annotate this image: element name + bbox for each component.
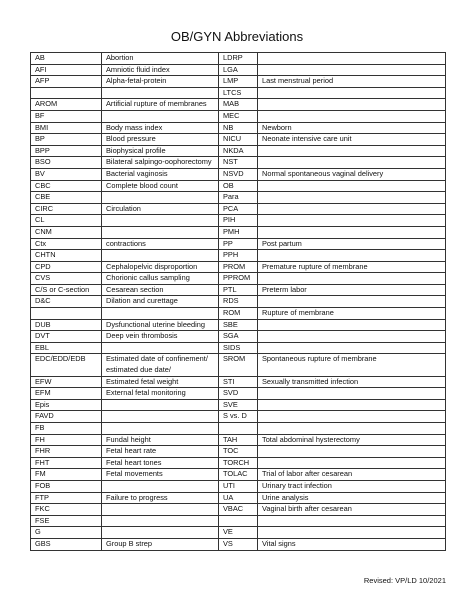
meaning-cell (258, 331, 446, 343)
meaning-cell (258, 53, 446, 65)
meaning-cell (258, 411, 446, 423)
abbreviation-cell: CNM (31, 226, 102, 238)
meaning-cell: Biophysical profile (102, 145, 219, 157)
abbreviation-cell: Para (219, 192, 258, 204)
abbreviation-cell: FOB (31, 480, 102, 492)
abbreviation-cell: EFM (31, 388, 102, 400)
meaning-cell (102, 342, 219, 354)
table-row (31, 376, 446, 388)
abbreviation-cell: VE (219, 527, 258, 539)
abbreviation-cell: Epis (31, 399, 102, 411)
table-row (31, 399, 446, 411)
abbreviation-cell: BV (31, 168, 102, 180)
meaning-cell (102, 527, 219, 539)
table-row (31, 284, 446, 296)
abbreviation-cell: BMI (31, 122, 102, 134)
meaning-cell (102, 87, 219, 99)
meaning-cell (258, 423, 446, 435)
table-row (31, 469, 446, 481)
meaning-cell: Abortion (102, 53, 219, 65)
table-row (31, 134, 446, 146)
abbreviation-cell: SBE (219, 319, 258, 331)
abbreviation-cell: FAVD (31, 411, 102, 423)
meaning-cell: Deep vein thrombosis (102, 331, 219, 343)
meaning-cell (258, 87, 446, 99)
meaning-cell (102, 215, 219, 227)
table-row (31, 515, 446, 527)
abbreviation-cell: FHT (31, 457, 102, 469)
meaning-cell (258, 215, 446, 227)
abbreviation-cell: TOC (219, 446, 258, 458)
abbreviation-cell: DUB (31, 319, 102, 331)
abbreviation-cell: NSVD (219, 168, 258, 180)
meaning-cell: Trial of labor after cesarean (258, 469, 446, 481)
meaning-cell (102, 515, 219, 527)
meaning-cell: Last menstrual period (258, 76, 446, 88)
meaning-cell: Total abdominal hysterectomy (258, 434, 446, 446)
table-row (31, 480, 446, 492)
meaning-cell: Normal spontaneous vaginal delivery (258, 168, 446, 180)
abbreviation-cell: ROM (219, 308, 258, 320)
abbreviation-cell: PP (219, 238, 258, 250)
abbreviation-cell: BP (31, 134, 102, 146)
meaning-cell: Sexually transmitted infection (258, 376, 446, 388)
meaning-cell (102, 110, 219, 122)
abbreviation-cell: AROM (31, 99, 102, 111)
abbreviation-cell: GBS (31, 538, 102, 550)
table-row (31, 319, 446, 331)
meaning-cell (102, 250, 219, 262)
abbreviation-cell: TORCH (219, 457, 258, 469)
abbreviation-cell: DVT (31, 331, 102, 343)
table-row (31, 110, 446, 122)
meaning-cell: Artificial rupture of membranes (102, 99, 219, 111)
meaning-cell: Fetal heart rate (102, 446, 219, 458)
table-row (31, 64, 446, 76)
abbreviation-cell: PPROM (219, 273, 258, 285)
abbreviation-cell: CVS (31, 273, 102, 285)
abbreviation-cell: CHTN (31, 250, 102, 262)
meaning-cell: Premature rupture of membrane (258, 261, 446, 273)
abbreviation-cell (31, 308, 102, 320)
abbreviation-cell: FB (31, 423, 102, 435)
meaning-cell: Circulation (102, 203, 219, 215)
meaning-cell (102, 226, 219, 238)
meaning-cell: Urinary tract infection (258, 480, 446, 492)
abbreviation-cell: EBL (31, 342, 102, 354)
abbreviation-cell: FH (31, 434, 102, 446)
abbreviation-cell: STI (219, 376, 258, 388)
abbreviation-cell: VS (219, 538, 258, 550)
table-row (31, 192, 446, 204)
table-row (31, 99, 446, 111)
abbreviation-cell: FTP (31, 492, 102, 504)
abbreviation-cell: NST (219, 157, 258, 169)
meaning-cell: Fetal heart tones (102, 457, 219, 469)
meaning-cell: Estimated fetal weight (102, 376, 219, 388)
abbreviation-cell: PMH (219, 226, 258, 238)
table-row (31, 53, 446, 65)
abbreviation-cell: LDRP (219, 53, 258, 65)
meaning-cell (258, 203, 446, 215)
meaning-cell (258, 180, 446, 192)
abbreviation-cell: NKDA (219, 145, 258, 157)
table-row (31, 203, 446, 215)
abbreviation-cell: TOLAC (219, 469, 258, 481)
abbreviation-cell: BSO (31, 157, 102, 169)
abbreviation-cell: VBAC (219, 504, 258, 516)
meaning-cell (258, 342, 446, 354)
meaning-cell (102, 411, 219, 423)
meaning-cell: Failure to progress (102, 492, 219, 504)
abbreviation-cell: PCA (219, 203, 258, 215)
meaning-cell (258, 250, 446, 262)
revision-footer: Revised: VP/LD 10/2021 (363, 576, 446, 585)
abbreviation-cell: SVD (219, 388, 258, 400)
meaning-cell (258, 446, 446, 458)
meaning-cell (258, 527, 446, 539)
meaning-cell (258, 273, 446, 285)
abbreviation-cell: BF (31, 110, 102, 122)
meaning-cell (258, 145, 446, 157)
abbreviation-cell: PROM (219, 261, 258, 273)
meaning-cell (258, 319, 446, 331)
meaning-cell: Dysfunctional uterine bleeding (102, 319, 219, 331)
meaning-cell: Group B strep (102, 538, 219, 550)
abbreviation-cell: S vs. D (219, 411, 258, 423)
table-row (31, 538, 446, 550)
meaning-cell: Rupture of membrane (258, 308, 446, 320)
abbreviation-cell: SGA (219, 331, 258, 343)
meaning-cell: Urine analysis (258, 492, 446, 504)
table-row (31, 354, 446, 376)
table-row (31, 434, 446, 446)
meaning-cell (258, 399, 446, 411)
table-row (31, 168, 446, 180)
abbreviation-cell (219, 515, 258, 527)
meaning-cell (102, 399, 219, 411)
meaning-cell: Body mass index (102, 122, 219, 134)
meaning-cell: Vaginal birth after cesarean (258, 504, 446, 516)
abbreviation-cell: SVE (219, 399, 258, 411)
abbreviation-cell: BPP (31, 145, 102, 157)
meaning-cell (102, 308, 219, 320)
meaning-cell: Fundal height (102, 434, 219, 446)
abbreviation-cell: Ctx (31, 238, 102, 250)
meaning-cell: Spontaneous rupture of membrane (258, 354, 446, 376)
abbreviation-cell: EFW (31, 376, 102, 388)
abbreviation-cell: MAB (219, 99, 258, 111)
table-row (31, 180, 446, 192)
meaning-cell: Fetal movements (102, 469, 219, 481)
meaning-cell (258, 457, 446, 469)
meaning-cell (258, 388, 446, 400)
table-row (31, 504, 446, 516)
meaning-cell (258, 296, 446, 308)
meaning-cell (102, 192, 219, 204)
table-row (31, 308, 446, 320)
abbreviation-cell: RDS (219, 296, 258, 308)
abbreviation-cell: LGA (219, 64, 258, 76)
abbreviation-cell: G (31, 527, 102, 539)
abbreviation-cell: CL (31, 215, 102, 227)
abbreviation-cell: NICU (219, 134, 258, 146)
meaning-cell: Vital signs (258, 538, 446, 550)
abbreviation-cell: CBC (31, 180, 102, 192)
meaning-cell (102, 504, 219, 516)
abbreviation-cell: FHR (31, 446, 102, 458)
meaning-cell (258, 64, 446, 76)
table-row (31, 411, 446, 423)
table-row (31, 273, 446, 285)
table-row (31, 457, 446, 469)
abbreviation-cell: PIH (219, 215, 258, 227)
abbreviation-cell (31, 87, 102, 99)
abbreviation-cell: PTL (219, 284, 258, 296)
table-row (31, 296, 446, 308)
abbreviation-cell: CIRC (31, 203, 102, 215)
abbreviation-cell: AFI (31, 64, 102, 76)
meaning-cell (102, 423, 219, 435)
meaning-cell (258, 110, 446, 122)
meaning-cell: Blood pressure (102, 134, 219, 146)
abbreviation-cell: FKC (31, 504, 102, 516)
abbreviation-cell: LMP (219, 76, 258, 88)
meaning-cell: Amniotic fluid index (102, 64, 219, 76)
page-title: OB/GYN Abbreviations (170, 29, 304, 44)
table-row (31, 446, 446, 458)
table-row (31, 527, 446, 539)
meaning-cell: External fetal monitoring (102, 388, 219, 400)
abbreviation-cell: OB (219, 180, 258, 192)
table-row (31, 423, 446, 435)
meaning-cell: Newborn (258, 122, 446, 134)
abbreviation-cell: PPH (219, 250, 258, 262)
meaning-cell: Chorionic callus sampling (102, 273, 219, 285)
meaning-cell: Estimated date of confinement/ estimated due date/ (102, 354, 219, 376)
meaning-cell: Preterm labor (258, 284, 446, 296)
abbreviation-cell: TAH (219, 434, 258, 446)
abbreviation-cell: NB (219, 122, 258, 134)
meaning-cell: Complete blood count (102, 180, 219, 192)
meaning-cell: Bilateral salpingo-oophorectomy (102, 157, 219, 169)
abbreviation-cell: D&C (31, 296, 102, 308)
meaning-cell (258, 515, 446, 527)
table-row (31, 157, 446, 169)
abbreviation-cell: SROM (219, 354, 258, 376)
abbreviation-cell: EDC/EDD/EDB (31, 354, 102, 376)
abbreviation-cell: CBE (31, 192, 102, 204)
meaning-cell: Alpha-fetal-protein (102, 76, 219, 88)
abbreviation-cell: UA (219, 492, 258, 504)
table-row (31, 261, 446, 273)
meaning-cell: Cephalopelvic disproportion (102, 261, 219, 273)
meaning-cell: Bacterial vaginosis (102, 168, 219, 180)
table-row (31, 388, 446, 400)
abbreviation-cell: UTI (219, 480, 258, 492)
table-row (31, 76, 446, 88)
abbreviation-cell: FM (31, 469, 102, 481)
abbreviation-cell: C/S or C-section (31, 284, 102, 296)
table-row (31, 342, 446, 354)
abbreviation-cell: MEC (219, 110, 258, 122)
meaning-cell (258, 99, 446, 111)
meaning-cell: Post partum (258, 238, 446, 250)
abbreviation-cell: LTCS (219, 87, 258, 99)
abbreviation-cell: AB (31, 53, 102, 65)
abbreviations-table-body (31, 53, 446, 551)
abbreviations-table (30, 52, 446, 551)
table-row (31, 215, 446, 227)
meaning-cell (258, 157, 446, 169)
table-row (31, 145, 446, 157)
meaning-cell: Neonate intensive care unit (258, 134, 446, 146)
table-row (31, 122, 446, 134)
table-row (31, 331, 446, 343)
abbreviation-cell: SIDS (219, 342, 258, 354)
meaning-cell: Cesarean section (102, 284, 219, 296)
abbreviation-cell: AFP (31, 76, 102, 88)
abbreviation-cell (219, 423, 258, 435)
meaning-cell (258, 192, 446, 204)
abbreviation-cell: CPD (31, 261, 102, 273)
meaning-cell (102, 480, 219, 492)
meaning-cell: Dilation and curettage (102, 296, 219, 308)
table-row (31, 87, 446, 99)
table-row (31, 226, 446, 238)
table-row (31, 238, 446, 250)
table-row (31, 492, 446, 504)
table-row (31, 250, 446, 262)
meaning-cell: contractions (102, 238, 219, 250)
abbreviation-cell: FSE (31, 515, 102, 527)
meaning-cell (258, 226, 446, 238)
